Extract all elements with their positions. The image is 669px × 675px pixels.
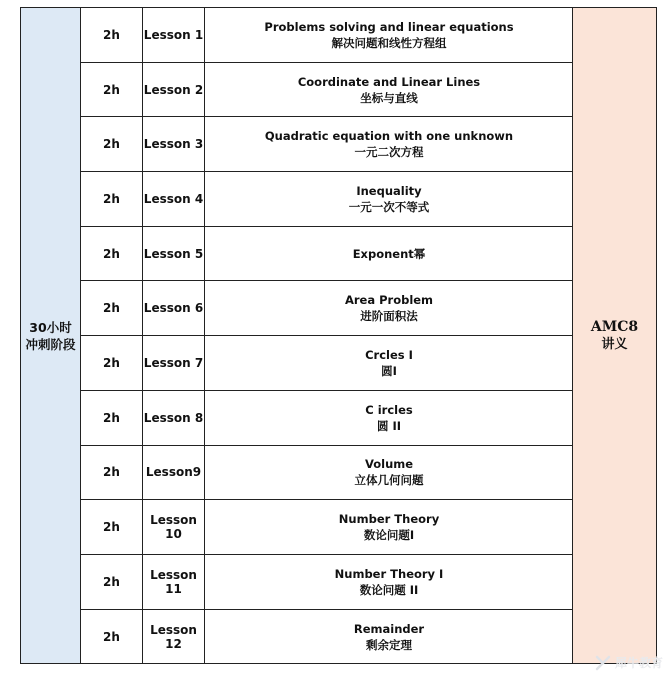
topic-chinese: 立体几何问题	[354, 473, 424, 488]
topic-chinese: 圆 II	[376, 418, 402, 433]
lesson-cell: Lesson 11	[143, 555, 205, 609]
course-schedule-table	[20, 7, 657, 664]
lesson-cell: Lesson 3	[143, 117, 205, 171]
hours-cell: 2h	[81, 63, 143, 117]
table-row	[81, 172, 573, 227]
topic-cell	[205, 555, 573, 609]
topic-cell	[205, 227, 573, 281]
topic-english: Number Theory	[338, 512, 440, 527]
lesson-cell: Lesson 4	[143, 172, 205, 226]
topic-english: Volume	[364, 457, 414, 472]
stage-cell	[21, 8, 81, 663]
topic-english: Inequality	[356, 183, 422, 198]
lesson-cell: Lesson 6	[143, 281, 205, 335]
lesson-cell: Lesson 8	[143, 391, 205, 445]
topic-english: Remainder	[353, 621, 425, 636]
topic-cell	[205, 117, 573, 171]
lesson-cell: Lesson 2	[143, 63, 205, 117]
lesson-rows	[81, 8, 573, 663]
table-row	[81, 446, 573, 501]
hours-cell: 2h	[81, 500, 143, 554]
table-row	[81, 555, 573, 610]
hours-cell: 2h	[81, 117, 143, 171]
lesson-cell: Lesson 7	[143, 336, 205, 390]
lesson-cell: Lesson 1	[143, 8, 205, 62]
topic-english: C ircles	[365, 402, 413, 417]
handout-line-1: AMC8	[590, 318, 639, 335]
lesson-cell: Lesson 10	[143, 500, 205, 554]
hours-cell: 2h	[81, 336, 143, 390]
hours-cell: 2h	[81, 446, 143, 500]
topic-cell	[205, 336, 573, 390]
table-row	[81, 336, 573, 391]
table-row	[81, 281, 573, 336]
topic-cell	[205, 391, 573, 445]
rhino-logo-icon	[595, 655, 611, 671]
topic-cell	[205, 63, 573, 117]
topic-chinese: 解决问题和线性方程组	[331, 35, 447, 50]
topic-chinese: 剩余定理	[366, 637, 412, 652]
hours-cell: 2h	[81, 172, 143, 226]
table-row	[81, 391, 573, 446]
topic-cell	[205, 172, 573, 226]
handout-cell	[572, 8, 656, 663]
topic-cell	[205, 8, 573, 62]
hours-cell: 2h	[81, 391, 143, 445]
hours-cell: 2h	[81, 555, 143, 609]
topic-chinese: 数论问题I	[363, 528, 415, 543]
table-row	[81, 610, 573, 665]
topic-english: Coordinate and Linear Lines	[297, 74, 481, 89]
hours-cell: 2h	[81, 610, 143, 665]
topic-cell	[205, 500, 573, 554]
hours-cell: 2h	[81, 227, 143, 281]
table-row	[81, 500, 573, 555]
stage-line-1: 30小时	[29, 319, 72, 335]
lesson-cell: Lesson 12	[143, 610, 205, 665]
topic-cell	[205, 446, 573, 500]
topic-english: Exponent幂	[352, 246, 426, 261]
topic-cell	[205, 281, 573, 335]
topic-chinese: 数论问题 II	[359, 582, 419, 597]
table-row	[81, 117, 573, 172]
topic-english: Number Theory I	[334, 566, 444, 581]
lesson-cell: Lesson9	[143, 446, 205, 500]
table-row	[81, 227, 573, 282]
topic-chinese: 进阶面积法	[360, 309, 418, 324]
table-row	[81, 8, 573, 63]
watermark	[595, 654, 663, 671]
table-row	[81, 63, 573, 118]
topic-cell	[205, 610, 573, 665]
topic-english: Crcles I	[365, 347, 413, 362]
hours-cell: 2h	[81, 281, 143, 335]
watermark-text: 犀牛教育	[614, 656, 663, 670]
hours-cell: 2h	[81, 8, 143, 62]
topic-english: Area Problem	[344, 293, 434, 308]
topic-chinese: 圆I	[381, 363, 397, 378]
topic-english: Problems solving and linear equations	[264, 19, 514, 34]
topic-chinese: 一元二次方程	[354, 145, 424, 160]
handout-line-2: 讲义	[601, 336, 628, 352]
lesson-cell: Lesson 5	[143, 227, 205, 281]
stage-line-2: 冲刺阶段	[25, 336, 76, 352]
topic-chinese: 一元一次不等式	[348, 199, 430, 214]
topic-english: Quadratic equation with one unknown	[264, 129, 514, 144]
topic-chinese: 坐标与直线	[360, 90, 418, 105]
